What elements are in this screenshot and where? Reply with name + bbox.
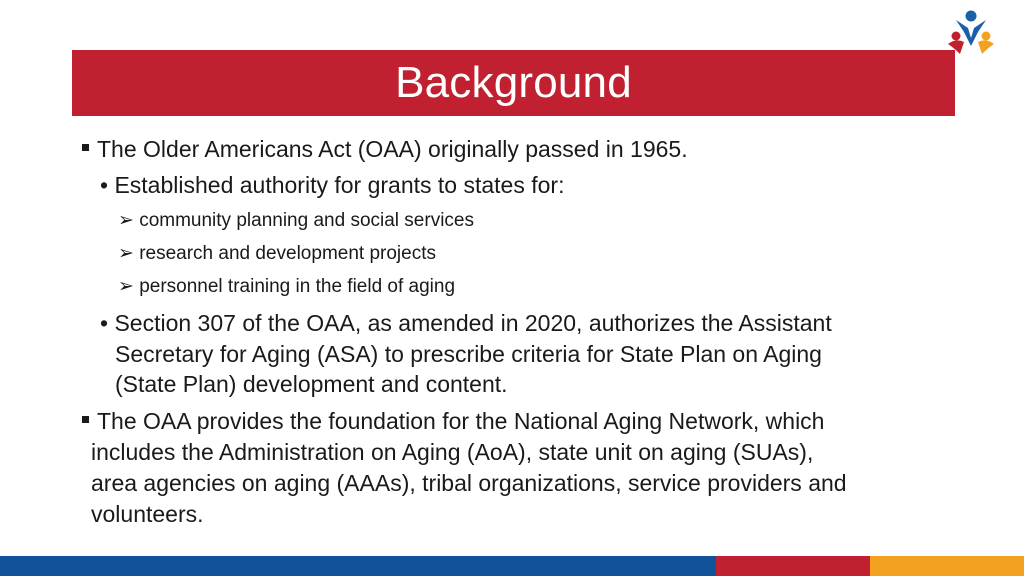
bullet-level2 xyxy=(100,172,564,199)
bullet-text: volunteers. xyxy=(91,501,204,527)
arrow-item-text: community planning and social services xyxy=(139,210,474,231)
footer-blue-segment xyxy=(0,556,716,576)
arrow-bullet-icon: ➢ xyxy=(118,243,134,264)
bullet-text: area agencies on aging (AAAs), tribal organizations, service providers and xyxy=(91,470,847,496)
bullet-continuation xyxy=(91,470,847,497)
bullet-continuation xyxy=(115,371,508,398)
bullet-text: Established authority for grants to states for: xyxy=(114,172,565,198)
page-title: Background xyxy=(395,58,632,107)
bullet-text: The OAA provides the foundation for the National Aging Network, which xyxy=(97,408,825,434)
arrow-item-text: research and development projects xyxy=(139,243,436,264)
bullet-continuation xyxy=(91,501,204,528)
bullet-text: Secretary for Aging (ASA) to prescribe criteria for State Plan on Aging xyxy=(115,341,822,367)
square-bullet-icon xyxy=(82,144,89,151)
bullet-level2 xyxy=(100,310,832,337)
bullet-continuation xyxy=(91,439,813,466)
arrow-item-text: personnel training in the field of aging xyxy=(139,276,456,297)
arrow-item xyxy=(118,275,455,298)
square-bullet-icon xyxy=(82,416,89,423)
arrow-item xyxy=(118,242,436,265)
bullet-continuation xyxy=(115,341,822,368)
bullet-level1 xyxy=(82,408,824,435)
footer-orange-segment xyxy=(870,556,1024,576)
footer-red-segment xyxy=(716,556,870,576)
bullet-text: Section 307 of the OAA, as amended in 2020, authorizes the Assistant xyxy=(114,310,832,336)
bullet-text: The Older Americans Act (OAA) originally passed in 1965. xyxy=(97,136,688,162)
bullet-text: includes the Administration on Aging (AoA), state unit on aging (SUAs), xyxy=(91,439,814,465)
dot-bullet-icon: • xyxy=(100,310,109,336)
bullet-text: (State Plan) development and content. xyxy=(115,371,508,397)
footer-color-band xyxy=(0,556,1024,576)
bullet-level1 xyxy=(82,136,688,163)
dot-bullet-icon: • xyxy=(100,172,109,198)
arrow-bullet-icon: ➢ xyxy=(118,210,134,231)
arrow-bullet-icon: ➢ xyxy=(118,276,134,297)
arrow-item xyxy=(118,209,474,232)
